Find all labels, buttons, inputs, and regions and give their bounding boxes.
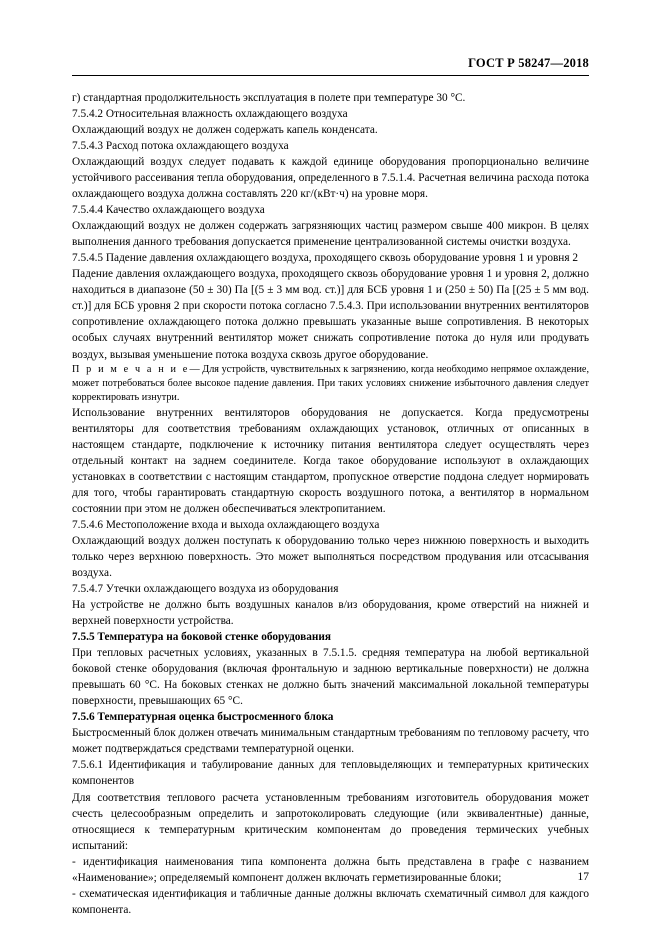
paragraph: - идентификация наименования типа компонента должна быть представлена в графе с названием «Наименование»; определяемый компонент должен включать герметизированные блоки; <box>72 855 589 884</box>
paragraph: 7.5.4.4 Качество охлаждающего воздуха <box>72 204 265 217</box>
paragraph: г) стандартная продолжительность эксплуатация в полете при температуре 30 °С. <box>72 92 466 104</box>
paragraph: 7.5.4.5 Падение давления охлаждающего воздуха, проходящего сквозь оборудование уровня 1 и уровня 2 <box>72 252 579 265</box>
paragraph: Охлаждающий воздух следует подавать к каждой единице оборудования пропорционально величине устойчивого рассеивания тепла оборудования, определенного в 7.5.1.4. Расчетная величина расхода потока охлаждающего воздуха должна составлять 220 кг/(кВт·ч) на уровне моря. <box>72 156 589 201</box>
paragraph: Охлаждающий воздух должен поступать к оборудованию только через нижнюю поверхность и выходить только через верхнюю поверхность. Это может выполняться посредством продувания или отсасывания воздуха. <box>72 535 589 580</box>
paragraph: 7.5.4.7 Утечки охлаждающего воздуха из оборудования <box>72 583 339 596</box>
paragraph: 7.5.4.2 Относительная влажность охлаждающего воздуха <box>72 108 348 121</box>
page-number: 17 <box>577 871 589 883</box>
paragraph: Быстросменный блок должен отвечать минимальным стандартным требованиям по тепловому расчету, что может подтверждаться средствами температурной оценки. <box>72 727 589 756</box>
header-divider <box>72 75 589 76</box>
section-heading: 7.5.5 Температура на боковой стенке оборудования <box>72 631 332 644</box>
paragraph: Охлаждающий воздух не должен содержать капель конденсата. <box>72 124 378 137</box>
note-text: Для устройств, чувствительных к загрязнению, когда необходимо непрямое охлаждение, может потребоваться более высокое падение давления. При таких условиях снижение избыточного давления следует корректировать изнутри. <box>72 363 589 403</box>
page-header: ГОСТ Р 58247—2018 <box>468 56 589 70</box>
paragraph: Для соответствия теплового расчета установленным требованиям изготовитель оборудования может счесть целесообразным определить и запротоколировать следующие (или эквивалентные) данные, относящиеся к температурным критическим компонентам до проведения термических учебных испытаний: <box>72 791 589 852</box>
note-label: П р и м е ч а н и е <box>72 363 190 375</box>
note-dash: — <box>189 363 200 375</box>
paragraph: 7.5.4.3 Расход потока охлаждающего воздуха <box>72 140 289 153</box>
paragraph: - схематическая идентификация и табличные данные должны включать схематичный символ для каждого компонента. <box>72 887 589 916</box>
paragraph: При тепловых расчетных условиях, указанных в 7.5.1.5. средняя температура на любой вертикальной боковой стенке оборудования (включая фронтальную и заднюю вертикальные поверхности) не должна превышать 60 °С. На боковых стенках не должно быть значений максимальной локальной температуры поверхности, превышающих 65 °С. <box>72 647 589 708</box>
document-body <box>72 90 589 918</box>
note-block <box>72 363 589 405</box>
paragraph: Падение давления охлаждающего воздуха, проходящего сквозь оборудование уровня 1 и уровня 2, должно находиться в диапазоне (50 ± 30) Па [(5 ± 3 мм вод. ст.)] для БСБ уровня 1 и (250 ± 50) Па [(25 ± 5 мм вод. ст.)] для БСБ уровня 2 при скорости потока согласно 7.5.4.3. При использовании внутренних вентиляторов сопротивление охлаждающего потока должно превышать указанные выше сопротивления. В некоторых особых случаях внутренний вентилятор может снижать сопротивление потока до нуля или продувать воздух, вызывая уменьшение потока воздуха сквозь другое оборудование. <box>72 268 589 361</box>
paragraph: 7.5.4.6 Местоположение входа и выхода охлаждающего воздуха <box>72 518 380 531</box>
section-heading: 7.5.6 Температурная оценка быстросменного блока <box>72 711 334 724</box>
paragraph: Использование внутренних вентиляторов оборудования не допускается. Когда предусмотрены вентиляторы для соответствия требованиям охлаждающих установок, отличных от описанных в настоящем стандарте, подключение к источнику питания вентилятора следует осуществлять через отдельный контакт на заднем соединителе. Когда такое оборудование используют в охлаждающих установках в соответствии с настоящим стандартом, пропускное отверстие поддона следует нормировать для того, чтобы гарантировать стандартную скорость воздушного потока, а вентилятор в нормальном состоянии при этом не должен обеспечиваться электропитанием. <box>72 406 589 515</box>
paragraph: На устройстве не должно быть воздушных каналов в/из оборудования, кроме отверстий на нижней и верхней поверхности устройства. <box>72 599 589 628</box>
paragraph: 7.5.6.1 Идентификация и табулирование данных для тепловыделяющих и температурных критических компонентов <box>72 759 589 788</box>
paragraph: Охлаждающий воздух не должен содержать загрязняющих частиц размером свыше 400 микрон. В целях выполнения данного требования допускается применение централизованной системы очистки воздуха. <box>72 220 589 249</box>
